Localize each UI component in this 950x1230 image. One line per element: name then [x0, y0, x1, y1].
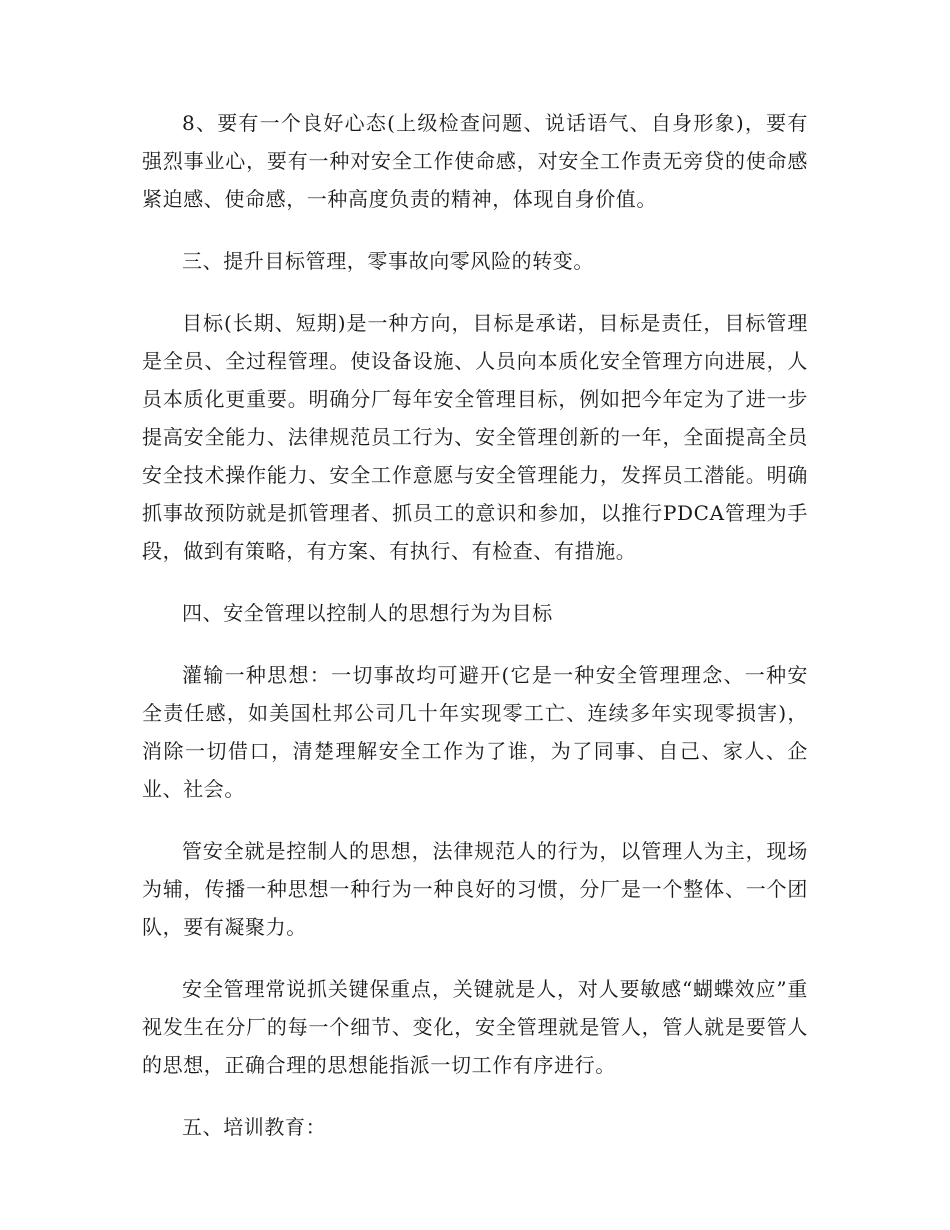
- section-heading-target-management: 三、提升目标管理，零事故向零风险的转变。: [182, 249, 594, 273]
- paragraph-key-focus: 安全管理常说抓关键保重点，关键就是人，对人要敏感“蝴蝶效应”重视发生在分厂的每一个细节、变化，安全管理就是管人，管人就是要管人的思想，正确合理的思想能指派一切工作有序进行。: [142, 977, 808, 1077]
- paragraph-target-management: 目标(长期、短期)是一种方向，目标是承诺，目标是责任，目标管理是全员、全过程管理。使设备设施、人员向本质化安全管理方向进展，人员本质化更重要。明确分厂每年安全管理目标，例如把今年定为了进一步提高安全能力、法律规范员工行为、安全管理创新的一年，全面提高全员安全技术操作能力、安全工作意愿与安全管理能力，发挥员工潜能。明确抓事故预防就是抓管理者、抓员工的意识和参加，以推行PDCA管理为手段，做到有策略，有方案、有执行、有检查、有措施。: [142, 311, 808, 563]
- section-heading-control-thinking: 四、安全管理以控制人的思想行为为目标: [182, 601, 553, 625]
- paragraph-manage-safety: 管安全就是控制人的思想，法律规范人的行为，以管理人为主，现场为辅，传播一种思想一种行为一种良好的习惯，分厂是一个整体、一个团队，要有凝聚力。: [142, 839, 808, 939]
- paragraph-instill-thinking: 灌输一种思想：一切事故均可避开(它是一种安全管理理念、一种安全责任感，如美国杜邦公司几十年实现零工亡、连续多年实现零损害)，消除一切借口，清楚理解安全工作为了谁，为了同事、自己、家人、企业、社会。: [142, 663, 808, 801]
- section-heading-training: 五、培训教育：: [182, 1115, 327, 1139]
- document-body: [142, 104, 808, 1170]
- paragraph-mindset: 8、要有一个良好心态(上级检查问题、说话语气、自身形象)，要有强烈事业心，要有一种对安全工作使命感，对安全工作责无旁贷的使命感紧迫感、使命感，一种高度负责的精神，体现自身价值。: [142, 111, 808, 211]
